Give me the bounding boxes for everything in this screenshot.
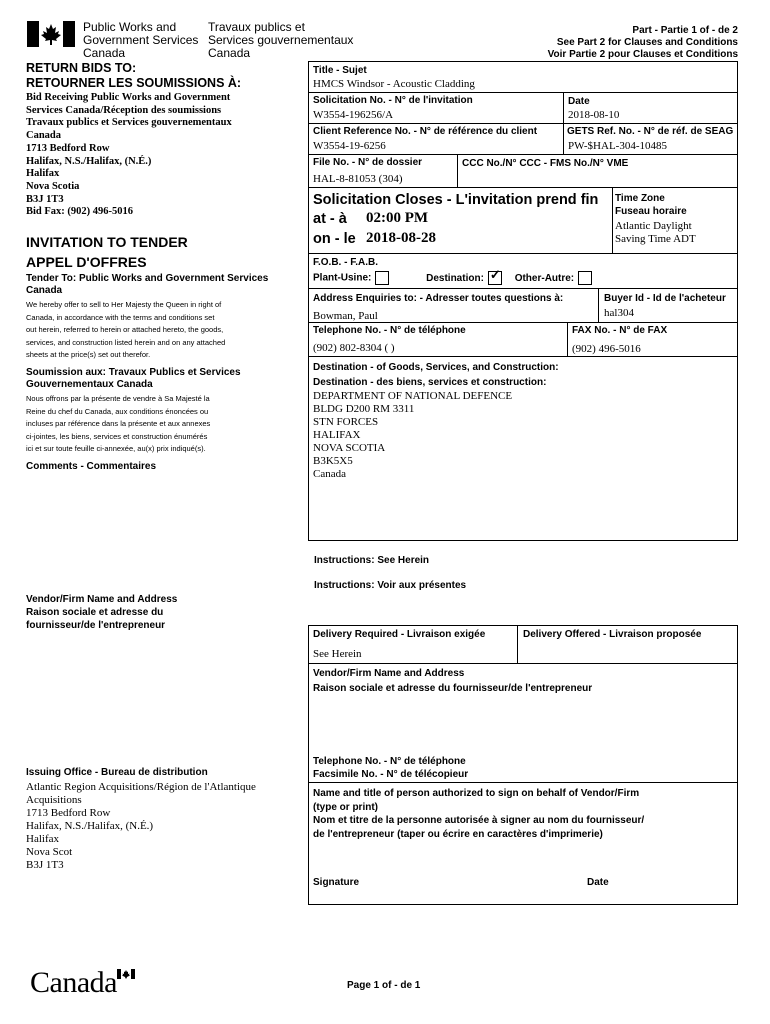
- tender-text-line: out herein, referred to herein or attached hereto, the goods,: [26, 325, 224, 334]
- dest-goods-address: [313, 390, 512, 481]
- solicitation-value: W3554-196256/A: [313, 109, 394, 121]
- delivery-off-label: Delivery Offered - Livraison proposée: [523, 629, 702, 640]
- issuing-line: 1713 Bedford Row: [26, 807, 111, 819]
- vendor-contact: [313, 755, 468, 781]
- address-line: Halifax, N.S./Halifax, (N.É.): [26, 155, 152, 167]
- tender-text-line: services, and construction listed herein and on any attached: [26, 337, 226, 347]
- tz-label-en: Time Zone: [615, 193, 665, 204]
- delivery-req-label: Delivery Required - Livraison exigée: [313, 629, 486, 640]
- destination-checkbox[interactable]: [488, 271, 502, 285]
- name-title-label: [313, 787, 644, 841]
- on-label: on - le: [313, 231, 356, 247]
- enquiries-label: Address Enquiries to: - Adresser toutes questions à:: [313, 293, 564, 304]
- dest-line: BLDG D200 RM 3311: [313, 403, 415, 415]
- tz-label-fr: Fuseau horaire: [615, 206, 687, 217]
- file-label: File No. - N° de dossier: [313, 157, 423, 168]
- fax-value: (902) 496-5016: [572, 343, 641, 355]
- address-line: Travaux publics et Services gouvernementaux: [26, 117, 232, 129]
- dept-name-fr: [208, 21, 353, 60]
- enquiries-value: Bowman, Paul: [313, 310, 378, 322]
- dest-line: HALIFAX: [313, 429, 361, 441]
- dest-line: B3K5X5: [313, 455, 353, 467]
- gets-label: GETS Ref. No. - N° de réf. de SEAG: [567, 126, 734, 137]
- delivery-req-value: See Herein: [313, 648, 362, 660]
- file-value: HAL-8-81053 (304): [313, 173, 403, 185]
- signature-label: Signature: [313, 877, 360, 888]
- buyer-label: Buyer Id - Id de l'acheteur: [604, 293, 726, 304]
- vendor-label-en: Vendor/Firm Name and Address: [313, 668, 465, 679]
- part-info: [548, 25, 738, 61]
- vendor-left-line: Vendor/Firm Name and Address: [26, 594, 178, 605]
- dest-goods-label-en: Destination - of Goods, Services, and Construction:: [313, 362, 559, 373]
- client-ref-label: Client Reference No. - N° de référence du client: [313, 126, 538, 137]
- wordmark-flag-icon: [117, 966, 135, 976]
- dest-goods-label: [313, 360, 559, 390]
- issuing-line: Halifax, N.S./Halifax, (N.É.): [26, 820, 154, 832]
- issuing-line: Acquisitions: [26, 794, 82, 806]
- tender-text-line: We hereby offer to sell to Her Majesty the Queen in right of: [26, 300, 222, 309]
- issuing-line: Halifax: [26, 833, 59, 845]
- vendor-fax-label: Facsimile No. - N° de télécopieur: [313, 769, 469, 780]
- vendor-label-fr: Raison sociale et adresse du fournisseur/de l'entrepreneur: [313, 683, 593, 694]
- dest-goods-label-fr: Destination - des biens, services et construction:: [313, 377, 547, 388]
- dept-fr-line: Travaux publics et: [208, 20, 305, 34]
- wordmark-text: Canada: [30, 966, 117, 999]
- tender-text-line: Canada, in accordance with the terms and conditions set: [26, 312, 215, 322]
- invitation-title: [26, 232, 188, 272]
- issuing-office-label: Issuing Office - Bureau de distribution: [26, 767, 208, 778]
- tender-to: Tender To: Public Works and Government Services Canada: [26, 273, 269, 296]
- at-value: 02:00 PM: [366, 210, 429, 226]
- dept-en-line: Canada: [83, 46, 126, 60]
- issuing-line: Nova Scot: [26, 846, 73, 858]
- address-line: Canada: [26, 130, 62, 142]
- fax-label: FAX No. - N° de FAX: [572, 325, 668, 336]
- title-label: Title - Sujet: [313, 65, 367, 76]
- other-label: Other-Autre:: [514, 272, 575, 284]
- dept-name-en: [83, 21, 198, 60]
- name-title-line: de l'entrepreneur (taper ou écrire en caractères d'imprimerie): [313, 828, 603, 840]
- soumission-text-line: incluses par référence dans la présente et aux annexes: [26, 419, 211, 428]
- tel-value: (902) 802-8304 ( ): [313, 342, 395, 354]
- dept-en-line: Public Works and: [83, 20, 177, 34]
- tender-text-line: sheets at the price(s) set out therefor.: [26, 350, 151, 359]
- issuing-line: Atlantic Region Acquisitions/Région de l'Atlantique: [26, 781, 256, 793]
- gets-value: PW-$HAL-304-10485: [568, 140, 667, 152]
- invitation-title-fr: APPEL D'OFFRES: [26, 254, 147, 270]
- plant-checkbox[interactable]: [375, 271, 389, 285]
- page-number: Page 1 of - de 1: [347, 980, 421, 991]
- dest-line: DEPARTMENT OF NATIONAL DEFENCE: [313, 390, 513, 402]
- comments-label: Comments - Commentaires: [26, 461, 157, 472]
- address-line: Services Canada/Réception des soumissions: [26, 104, 222, 116]
- soumission-aux: Soumission aux: Travaux Publics et Services Gouvernementaux Canada: [26, 367, 241, 390]
- plant-label: Plant-Usine:: [313, 272, 372, 284]
- see-part-label: See Part 2 for Clauses and Conditions: [556, 37, 738, 48]
- return-bids-address: [26, 92, 232, 219]
- title-value: HMCS Windsor - Acoustic Cladding: [313, 78, 475, 90]
- soumission-text-line: ici et sur toute feuille ci-annexée, au(x) prix indiqué(s).: [26, 444, 206, 453]
- issuing-office-address: [26, 781, 256, 872]
- canada-wordmark: [30, 966, 117, 1000]
- tender-text: [26, 299, 296, 362]
- part-label: Part - Partie 1 of - de 2: [632, 25, 738, 36]
- voir-part-label: Voir Partie 2 pour Clauses et Conditions: [547, 49, 738, 60]
- dest-line: NOVA SCOTIA: [313, 442, 386, 454]
- ccc-label: CCC No./N° CCC - FMS No./N° VME: [462, 158, 629, 169]
- on-value: 2018-08-28: [366, 230, 436, 246]
- address-line: B3J 1T3: [26, 193, 64, 205]
- address-line: Bid Receiving Public Works and Government: [26, 92, 231, 103]
- bid-fax-line: Bid Fax: (902) 496-5016: [26, 206, 134, 218]
- other-checkbox[interactable]: [578, 271, 592, 285]
- soumission-text-line: Reine du chef du Canada, aux conditions énoncées ou: [26, 406, 209, 416]
- address-line: 1713 Bedford Row: [26, 142, 110, 154]
- buyer-value: hal304: [604, 307, 634, 319]
- vendor-label: [313, 666, 592, 696]
- fob-label: F.O.B. - F.A.B.: [313, 257, 378, 268]
- address-line: Nova Scotia: [26, 180, 80, 192]
- tz-value-line: Atlantic Daylight: [615, 220, 692, 232]
- closes-label: Solicitation Closes - L'invitation prend fin: [313, 192, 599, 208]
- return-bids-title-en: RETURN BIDS TO:: [26, 61, 137, 75]
- dest-line: Canada: [313, 468, 346, 480]
- canada-flag-icon: [27, 21, 75, 47]
- soumission-text-line: Nous offrons par la présente de vendre à Sa Majesté la: [26, 394, 210, 403]
- dept-fr-line: Canada: [208, 46, 251, 60]
- client-ref-value: W3554-19-6256: [313, 140, 386, 152]
- issuing-line: B3J 1T3: [26, 859, 64, 871]
- return-bids-title-fr: RETOURNER LES SOUMISSIONS À:: [26, 76, 242, 90]
- soumission-text-line: ci-jointes, les biens, services et construction énumérés: [26, 431, 208, 441]
- tel-label: Telephone No. - N° de téléphone: [313, 325, 466, 336]
- name-title-line: Nom et titre de la personne autorisée à signer au nom du fournisseur/: [313, 815, 645, 826]
- tz-value: [615, 220, 696, 246]
- soumission-text: [26, 393, 296, 456]
- date-label: Date: [568, 96, 590, 107]
- signature-date-label: Date: [587, 877, 609, 888]
- at-label: at - à: [313, 211, 347, 227]
- tz-label: [615, 192, 687, 218]
- address-line: Halifax: [26, 168, 60, 180]
- invitation-title-en: INVITATION TO TENDER: [26, 234, 188, 250]
- date-value: 2018-08-10: [568, 109, 620, 121]
- instructions-en: Instructions: See Herein: [314, 555, 430, 566]
- dept-en-line: Government Services: [83, 33, 199, 47]
- solicitation-label: Solicitation No. - N° de l'invitation: [313, 95, 473, 106]
- name-title-line: (type or print): [313, 801, 378, 813]
- name-title-line: Name and title of person authorized to sign on behalf of Vendor/Firm: [313, 788, 640, 799]
- dept-fr-line: Services gouvernementaux: [208, 33, 354, 47]
- destination-label: Destination:: [426, 272, 484, 284]
- tz-value-line: Saving Time ADT: [615, 233, 696, 245]
- dest-line: STN FORCES: [313, 416, 379, 428]
- vendor-left-label: [26, 593, 177, 632]
- vendor-tel-label: Telephone No. - N° de téléphone: [313, 756, 466, 767]
- instructions-fr: Instructions: Voir aux présentes: [314, 580, 467, 591]
- vendor-left-line: Raison sociale et adresse du: [26, 607, 164, 618]
- vendor-left-line: fournisseur/de l'entrepreneur: [26, 620, 166, 631]
- return-bids-title: [26, 61, 241, 91]
- fob-options: [313, 271, 598, 285]
